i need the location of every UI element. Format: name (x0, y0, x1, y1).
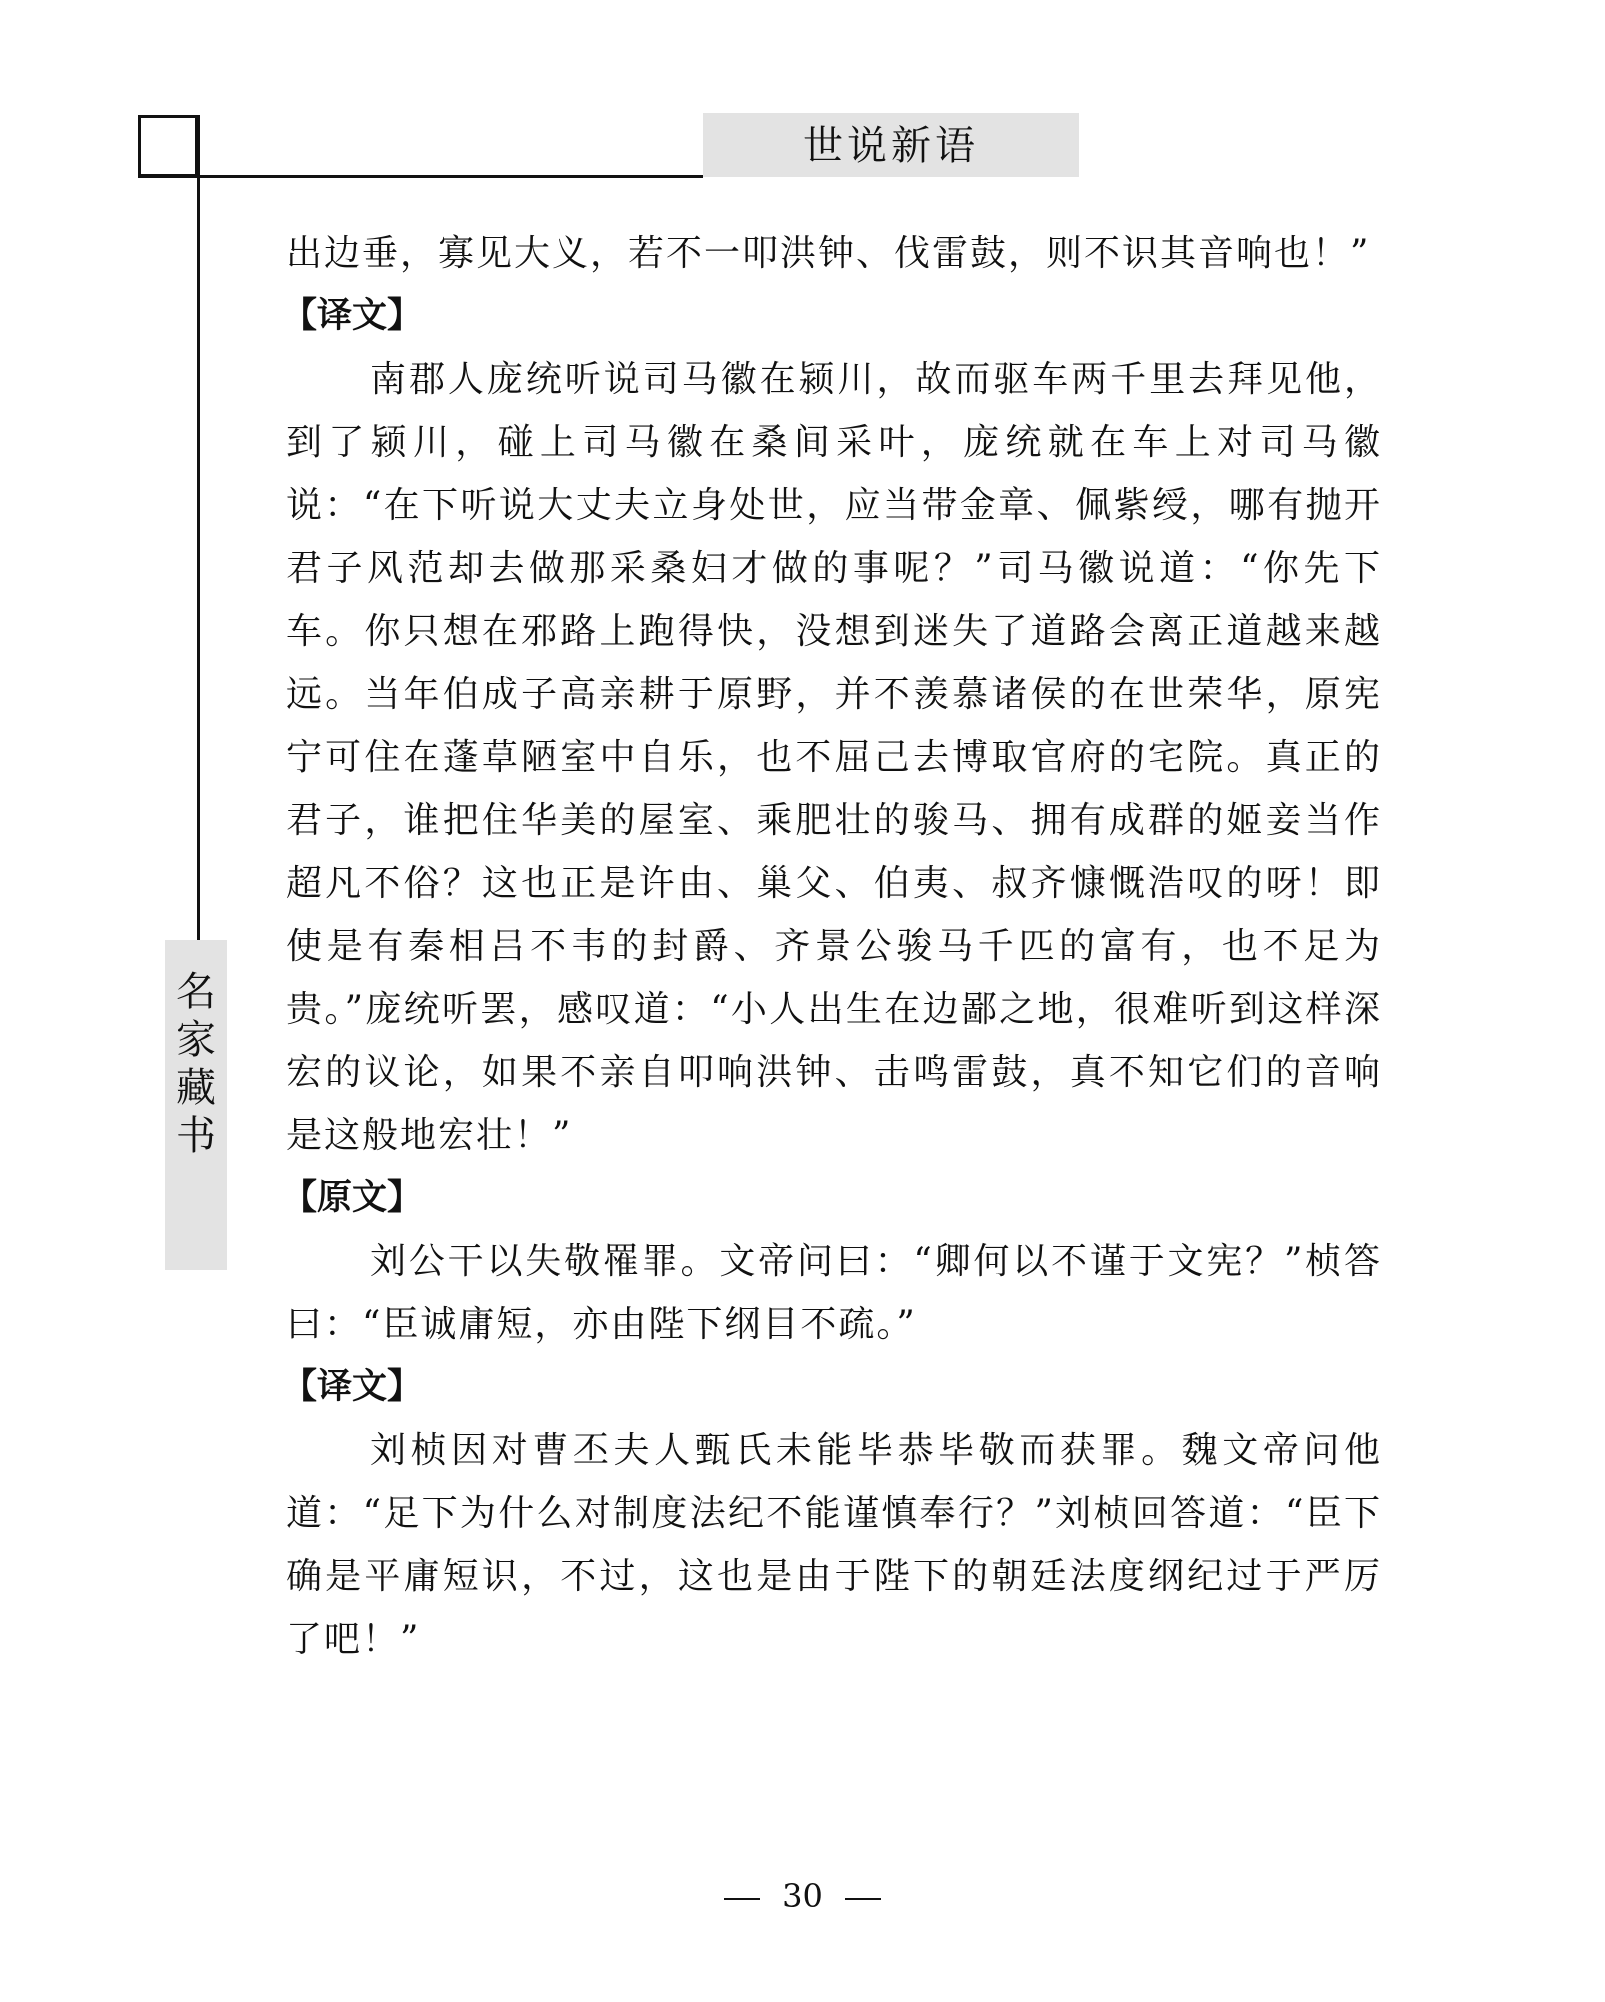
side-tab-label: 名家藏书 (176, 969, 216, 1159)
page-number: 30 (782, 1877, 823, 1915)
running-head-title: 世说新语 (803, 123, 979, 169)
header-rule (138, 175, 703, 178)
margin-vertical-rule (197, 115, 200, 940)
header-corner-box (138, 115, 198, 177)
section-heading-translation: 【译文】 (282, 296, 423, 336)
paragraph-original-text: 刘公干以失敬罹罪。文帝问曰：“卿何以不谨于文宪？”桢答曰：“臣诚庸短，亦由陛下纲目不疏。” (286, 1241, 1382, 1345)
footer-dash-right (845, 1898, 881, 1900)
section-heading-translation-2: 【译文】 (282, 1367, 423, 1407)
page-body (282, 222, 1382, 1671)
section-heading-original: 【原文】 (282, 1178, 423, 1218)
footer-dash-left (724, 1898, 760, 1900)
paragraph-continued: 出边垂，寡见大义，若不一叩洪钟、伐雷鼓，则不识其音响也！” (286, 233, 1371, 274)
paragraph-translation-1: 南郡人庞统听说司马徽在颍川，故而驱车两千里去拜见他，到了颍川，碰上司马徽在桑间采叶，庞统就在车上对司马徽说：“在下听说大丈夫立身处世，应当带金章、佩紫绶，哪有抛开君子风范却去做那采桑妇才做的事呢？”司马徽说道：“你先下车。你只想在邪路上跑得快，没想到迷失了道路会离正道越来越远。当年伯成子高亲耕于原野，并不羡慕诸侯的在世荣华，原宪宁可住在蓬草陋室中自乐，也不屈己去博取官府的宅院。真正的君子，谁把住华美的屋室、乘肥壮的骏马、拥有成群的姬妾当作超凡不俗？这也正是许由、巢父、伯夷、叔齐慷慨浩叹的呀！即使是有秦相吕不韦的封爵、齐景公骏马千匹的富有，也不足为贵。”庞统听罢，感叹道：“小人出生在边鄙之地，很难听到这样深宏的议论，如果不亲自叩响洪钟、击鸣雷鼓，真不知它们的音响是这般地宏壮！” (286, 359, 1382, 1156)
paragraph-translation-2: 刘桢因对曹丕夫人甄氏未能毕恭毕敬而获罪。魏文帝问他道：“足下为什么对制度法纪不能谨慎奉行？”刘桢回答道：“臣下确是平庸短识，不过，这也是由于陛下的朝廷法度纲纪过于严厉了吧！” (286, 1430, 1382, 1660)
page-footer (0, 1876, 1605, 1916)
